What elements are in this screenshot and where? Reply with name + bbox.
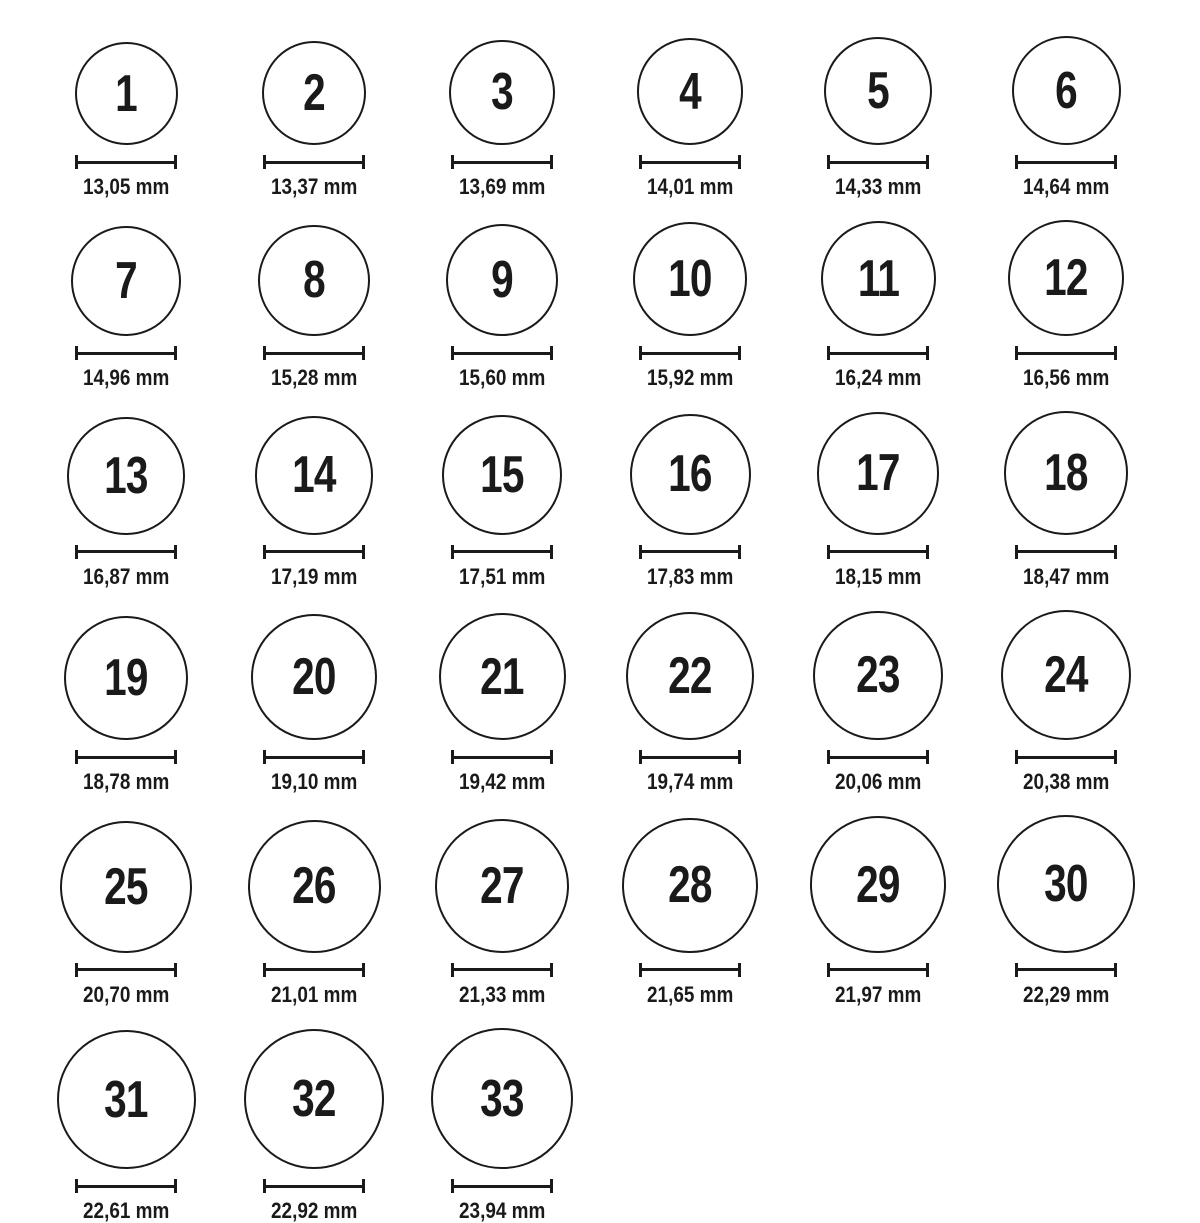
ruler-line: [451, 550, 553, 553]
ruler-line: [75, 550, 177, 553]
size-number: 10: [668, 250, 712, 309]
ruler-cap-right: [174, 545, 177, 559]
ring-size-item: [408, 415, 596, 588]
ring-size-item: [972, 815, 1160, 1006]
ruler-line: [1015, 161, 1117, 164]
size-number: 15: [480, 445, 524, 504]
diameter-ruler: [639, 963, 741, 977]
size-circle: [262, 41, 366, 145]
diameter-label: 21,33 mm: [458, 981, 546, 1007]
ruler-line: [263, 968, 365, 971]
ruler-line: [827, 352, 929, 355]
diameter-label: 16,56 mm: [1022, 365, 1110, 391]
size-circle: [67, 417, 184, 534]
diameter-ruler: [639, 155, 741, 169]
diameter-ruler: [75, 963, 177, 977]
ruler-line: [1015, 550, 1117, 553]
ring-size-item: [408, 1028, 596, 1222]
diameter-label: 20,70 mm: [82, 981, 170, 1007]
ruler-line: [263, 352, 365, 355]
ruler-line: [639, 756, 741, 759]
size-number: 4: [679, 62, 701, 121]
diameter-label: 15,60 mm: [458, 365, 546, 391]
size-circle: [442, 415, 562, 535]
ruler-line: [451, 968, 553, 971]
size-number: 6: [1055, 61, 1077, 120]
size-number: 20: [292, 648, 336, 707]
ring-size-item: [220, 1029, 408, 1222]
diameter-ruler: [451, 346, 553, 360]
ruler-cap-right: [738, 545, 741, 559]
diameter-label: 15,92 mm: [646, 365, 734, 391]
ring-size-item: [972, 411, 1160, 587]
size-circle: [431, 1028, 572, 1169]
size-circle: [997, 815, 1135, 953]
size-number: 19: [104, 648, 148, 707]
diameter-ruler: [263, 963, 365, 977]
size-circle: [630, 414, 751, 535]
diameter-label: 19,42 mm: [458, 769, 546, 795]
diameter-ruler: [263, 545, 365, 559]
size-circle: [813, 611, 942, 740]
diameter-label: 18,15 mm: [834, 563, 922, 589]
size-row-5: [32, 815, 1168, 1006]
diameter-ruler: [639, 750, 741, 764]
diameter-label: 17,83 mm: [646, 563, 734, 589]
diameter-ruler: [75, 545, 177, 559]
ring-size-item: [220, 416, 408, 588]
diameter-label: 18,78 mm: [82, 769, 170, 795]
ruler-line: [75, 161, 177, 164]
size-circle: [626, 612, 754, 740]
ring-size-item: [972, 220, 1160, 389]
diameter-label: 22,29 mm: [1022, 981, 1110, 1007]
ruler-line: [827, 756, 929, 759]
size-circle: [64, 616, 189, 741]
size-number: 12: [1044, 249, 1088, 308]
size-number: 2: [303, 63, 325, 122]
diameter-label: 19,10 mm: [270, 769, 358, 795]
diameter-ruler: [263, 1179, 365, 1193]
diameter-ruler: [75, 346, 177, 360]
diameter-ruler: [263, 750, 365, 764]
ring-size-item: [972, 610, 1160, 794]
ring-size-item: [32, 1030, 220, 1222]
ring-size-item: [596, 222, 784, 389]
ring-size-item: [784, 816, 972, 1006]
diameter-ruler: [451, 750, 553, 764]
size-circle: [248, 820, 381, 953]
diameter-label: 13,69 mm: [458, 174, 546, 199]
diameter-label: 17,51 mm: [458, 563, 546, 589]
ruler-line: [451, 1185, 553, 1188]
ruler-line: [263, 1185, 365, 1188]
size-row-6: [32, 1028, 1168, 1222]
size-circle: [435, 819, 569, 953]
ruler-line: [451, 161, 553, 164]
ruler-cap-right: [1114, 155, 1117, 169]
ruler-cap-right: [362, 963, 365, 977]
ring-size-item: [784, 412, 972, 587]
ruler-line: [75, 968, 177, 971]
ruler-line: [827, 550, 929, 553]
diameter-ruler: [451, 155, 553, 169]
size-circle: [821, 221, 936, 336]
ruler-cap-right: [926, 346, 929, 360]
ring-size-item: [596, 38, 784, 198]
diameter-ruler: [639, 346, 741, 360]
ruler-cap-right: [362, 346, 365, 360]
ruler-line: [75, 1185, 177, 1188]
ring-size-item: [784, 611, 972, 793]
size-circle: [637, 38, 744, 145]
ring-size-item: [220, 614, 408, 793]
ring-size-item: [32, 417, 220, 587]
ring-size-item: [408, 40, 596, 198]
diameter-ruler: [827, 963, 929, 977]
size-number: 24: [1044, 645, 1088, 704]
diameter-ruler: [75, 1179, 177, 1193]
ruler-cap-right: [738, 963, 741, 977]
ring-size-item: [32, 226, 220, 389]
ruler-cap-right: [1114, 963, 1117, 977]
size-number: 17: [856, 444, 900, 503]
ruler-cap-right: [362, 155, 365, 169]
ruler-line: [263, 550, 365, 553]
diameter-ruler: [827, 750, 929, 764]
ruler-line: [827, 968, 929, 971]
ruler-cap-right: [1114, 750, 1117, 764]
size-number: 7: [115, 252, 137, 311]
ring-size-item: [408, 613, 596, 793]
ring-size-item: [408, 224, 596, 390]
ruler-cap-right: [174, 963, 177, 977]
size-circle: [633, 222, 747, 336]
ruler-cap-right: [174, 750, 177, 764]
ruler-cap-right: [738, 155, 741, 169]
diameter-label: 14,33 mm: [834, 174, 922, 199]
diameter-ruler: [263, 155, 365, 169]
ruler-line: [639, 968, 741, 971]
size-number: 8: [303, 251, 325, 310]
ruler-line: [639, 161, 741, 164]
diameter-label: 20,06 mm: [834, 769, 922, 795]
ruler-cap-right: [926, 963, 929, 977]
ring-size-item: [220, 820, 408, 1006]
size-number: 22: [668, 647, 712, 706]
diameter-ruler: [451, 1179, 553, 1193]
ruler-cap-right: [174, 1179, 177, 1193]
size-circle: [622, 818, 757, 953]
size-number: 16: [668, 445, 712, 504]
ruler-cap-right: [550, 963, 553, 977]
diameter-label: 19,74 mm: [646, 769, 734, 795]
ruler-line: [1015, 968, 1117, 971]
diameter-label: 15,28 mm: [270, 365, 358, 391]
diameter-label: 14,96 mm: [82, 365, 170, 391]
ring-size-item: [220, 225, 408, 389]
diameter-label: 23,94 mm: [458, 1198, 546, 1223]
ring-size-item: [596, 818, 784, 1006]
diameter-label: 18,47 mm: [1022, 563, 1110, 589]
ruler-cap-right: [362, 545, 365, 559]
size-number: 33: [480, 1069, 524, 1128]
size-number: 28: [668, 856, 712, 915]
ring-size-item: [220, 41, 408, 198]
ruler-cap-right: [550, 545, 553, 559]
size-circle: [449, 40, 554, 145]
diameter-ruler: [639, 545, 741, 559]
size-number: 14: [292, 446, 336, 505]
diameter-ruler: [1015, 750, 1117, 764]
diameter-label: 13,37 mm: [270, 174, 358, 199]
ruler-cap-right: [926, 545, 929, 559]
ruler-line: [827, 161, 929, 164]
ruler-line: [75, 756, 177, 759]
diameter-ruler: [827, 346, 929, 360]
size-circle: [439, 613, 566, 740]
ruler-cap-right: [550, 750, 553, 764]
size-circle: [1001, 610, 1132, 741]
ruler-line: [263, 756, 365, 759]
ruler-cap-right: [926, 155, 929, 169]
size-circle: [255, 416, 374, 535]
ruler-cap-right: [174, 155, 177, 169]
size-number: 13: [104, 446, 148, 505]
diameter-label: 14,64 mm: [1022, 174, 1110, 199]
ruler-cap-right: [550, 1179, 553, 1193]
size-number: 31: [104, 1070, 148, 1129]
diameter-ruler: [1015, 346, 1117, 360]
size-circle: [75, 42, 178, 145]
size-circle: [810, 816, 947, 953]
ruler-cap-right: [1114, 545, 1117, 559]
diameter-ruler: [451, 963, 553, 977]
size-number: 9: [491, 250, 513, 309]
ruler-line: [1015, 352, 1117, 355]
diameter-label: 17,19 mm: [270, 563, 358, 589]
diameter-label: 13,05 mm: [82, 174, 170, 199]
ruler-cap-right: [926, 750, 929, 764]
ring-size-item: [32, 616, 220, 794]
size-circle: [244, 1029, 384, 1169]
ring-size-item: [32, 42, 220, 198]
ruler-cap-right: [1114, 346, 1117, 360]
diameter-ruler: [75, 750, 177, 764]
ruler-line: [1015, 756, 1117, 759]
diameter-ruler: [263, 346, 365, 360]
ruler-line: [639, 352, 741, 355]
size-row-4: [32, 610, 1168, 794]
diameter-ruler: [827, 155, 929, 169]
ruler-cap-right: [738, 346, 741, 360]
diameter-ruler: [1015, 545, 1117, 559]
size-circle: [1012, 36, 1121, 145]
diameter-ruler: [75, 155, 177, 169]
size-number: 29: [856, 855, 900, 914]
ring-size-item: [784, 37, 972, 198]
ruler-line: [451, 352, 553, 355]
size-row-3: [32, 411, 1168, 587]
ruler-line: [451, 756, 553, 759]
diameter-label: 20,38 mm: [1022, 769, 1110, 795]
size-circle: [57, 1030, 196, 1169]
size-number: 27: [480, 856, 524, 915]
size-row-2: [32, 220, 1168, 389]
size-number: 3: [491, 63, 513, 122]
size-circle: [817, 412, 939, 534]
ruler-line: [263, 161, 365, 164]
ruler-cap-right: [738, 750, 741, 764]
ruler-cap-right: [550, 155, 553, 169]
size-circle: [824, 37, 932, 145]
size-circle: [71, 226, 181, 336]
diameter-ruler: [827, 545, 929, 559]
ring-size-item: [972, 36, 1160, 198]
size-number: 21: [480, 647, 524, 706]
ruler-cap-right: [362, 750, 365, 764]
diameter-ruler: [451, 545, 553, 559]
ring-size-item: [784, 221, 972, 389]
ring-size-item: [408, 819, 596, 1006]
diameter-ruler: [1015, 155, 1117, 169]
size-number: 1: [115, 64, 137, 123]
diameter-label: 22,61 mm: [82, 1198, 170, 1223]
size-circle: [60, 821, 192, 953]
ruler-line: [75, 352, 177, 355]
ruler-line: [639, 550, 741, 553]
size-number: 26: [292, 857, 336, 916]
ruler-cap-right: [174, 346, 177, 360]
size-number: 11: [857, 249, 899, 308]
diameter-label: 16,87 mm: [82, 563, 170, 589]
diameter-ruler: [1015, 963, 1117, 977]
diameter-label: 22,92 mm: [270, 1198, 358, 1223]
diameter-label: 21,65 mm: [646, 981, 734, 1007]
diameter-label: 21,97 mm: [834, 981, 922, 1007]
size-number: 32: [292, 1070, 336, 1129]
size-row-1: [32, 36, 1168, 198]
diameter-label: 16,24 mm: [834, 365, 922, 391]
size-circle: [1008, 220, 1124, 336]
size-number: 18: [1044, 443, 1088, 502]
ring-size-item: [596, 414, 784, 588]
size-number: 25: [104, 858, 148, 917]
size-circle: [1004, 411, 1127, 534]
ruler-cap-right: [550, 346, 553, 360]
ring-size-item: [32, 821, 220, 1006]
ruler-cap-right: [362, 1179, 365, 1193]
diameter-label: 14,01 mm: [646, 174, 734, 199]
size-number: 30: [1044, 855, 1088, 914]
size-circle: [446, 224, 559, 337]
size-circle: [251, 614, 377, 740]
ring-size-item: [596, 612, 784, 793]
size-circle: [258, 225, 369, 336]
size-number: 5: [867, 62, 889, 121]
diameter-label: 21,01 mm: [270, 981, 358, 1007]
size-number: 23: [856, 646, 900, 705]
